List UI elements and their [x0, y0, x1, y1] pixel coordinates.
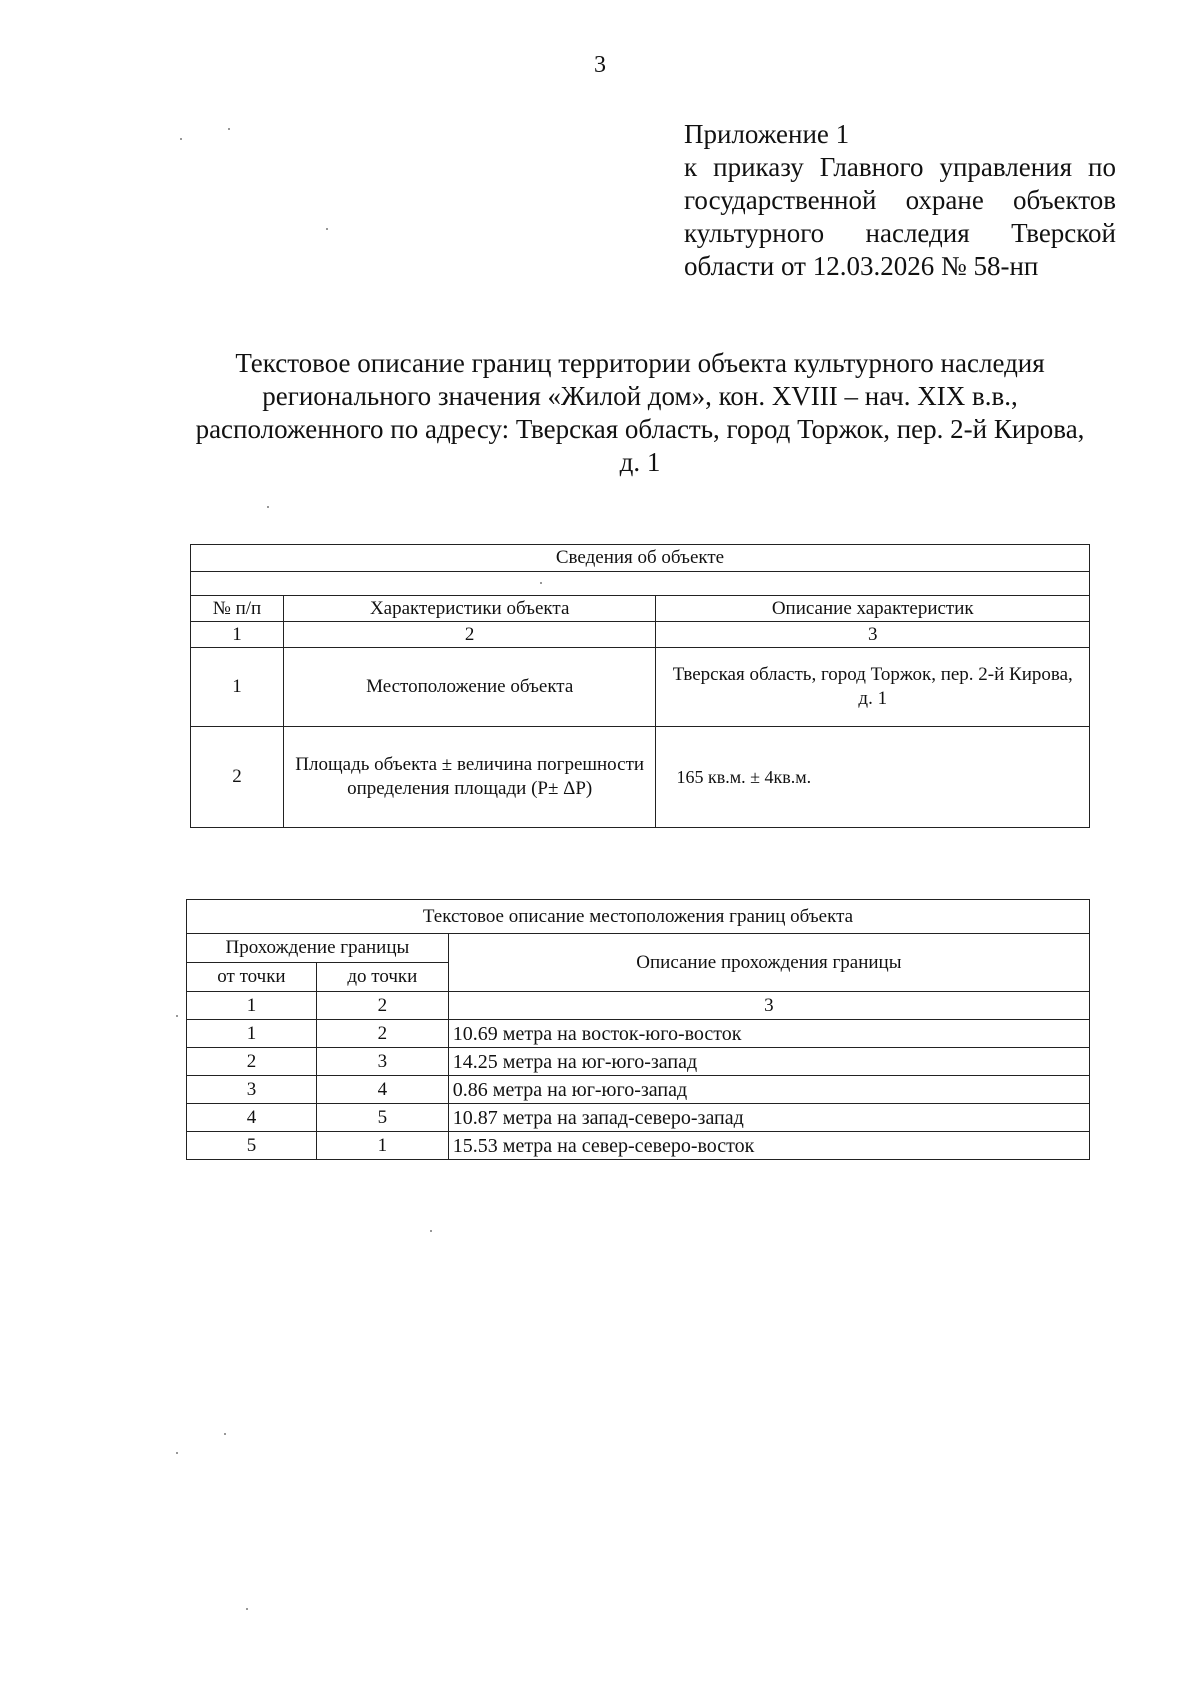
row-from: 3	[187, 1076, 317, 1104]
column-header-to: до точки	[316, 963, 448, 992]
document-title-line: д. 1	[619, 447, 661, 477]
row-number: 1	[191, 648, 284, 727]
appendix-title: Приложение 1	[684, 119, 850, 149]
row-number: 2	[191, 727, 284, 828]
row-description: 10.87 метра на запад-северо-запад	[448, 1104, 1089, 1132]
column-header-number: № п/п	[191, 596, 284, 622]
table-title: Текстовое описание местоположения границ объекта	[187, 900, 1090, 934]
column-header-from: от точки	[187, 963, 317, 992]
page-number: 3	[594, 52, 606, 78]
scan-speck	[180, 138, 182, 140]
table-row	[187, 1048, 1090, 1076]
scan-speck	[267, 506, 269, 508]
boundary-description-table	[186, 899, 1090, 1160]
row-from: 5	[187, 1132, 317, 1160]
column-header-characteristics: Характеристики объекта	[283, 596, 656, 622]
column-header-description: Описание характеристик	[656, 596, 1090, 622]
table-row	[191, 648, 1090, 727]
object-info-table	[190, 544, 1090, 828]
table-row	[187, 1132, 1090, 1160]
appendix-line: государственной охране объектов	[684, 185, 1116, 215]
column-number: 3	[656, 622, 1090, 648]
row-to: 2	[316, 1020, 448, 1048]
appendix-line: области от 12.03.2026 № 58-нп	[684, 251, 1039, 281]
scan-speck	[246, 1608, 248, 1610]
document-title	[150, 347, 1130, 479]
table-row	[187, 1104, 1090, 1132]
scan-speck	[176, 1452, 178, 1454]
row-to: 4	[316, 1076, 448, 1104]
scan-speck	[540, 582, 542, 584]
row-description: 0.86 метра на юг-юго-запад	[448, 1076, 1089, 1104]
appendix-line: культурного наследия Тверской	[684, 218, 1116, 248]
column-number: 2	[283, 622, 656, 648]
row-to: 1	[316, 1132, 448, 1160]
table-row	[187, 1020, 1090, 1048]
row-description: 165 кв.м. ± 4кв.м.	[656, 727, 1090, 828]
row-from: 4	[187, 1104, 317, 1132]
appendix-header	[684, 118, 1116, 283]
row-description: 14.25 метра на юг-юго-запад	[448, 1048, 1089, 1076]
row-description: 15.53 метра на север-северо-восток	[448, 1132, 1089, 1160]
scan-speck	[228, 128, 230, 130]
scan-speck	[326, 228, 328, 230]
row-to: 3	[316, 1048, 448, 1076]
row-from: 1	[187, 1020, 317, 1048]
column-number: 3	[448, 992, 1089, 1020]
row-to: 5	[316, 1104, 448, 1132]
table-title: Сведения об объекте	[191, 545, 1090, 572]
column-number: 1	[191, 622, 284, 648]
table-row	[187, 1076, 1090, 1104]
empty-row	[191, 572, 1090, 596]
scan-speck	[224, 1433, 226, 1435]
scan-speck	[176, 1015, 178, 1017]
table-row	[191, 727, 1090, 828]
column-header-description: Описание прохождения границы	[448, 934, 1089, 992]
scan-speck	[430, 1230, 432, 1232]
row-from: 2	[187, 1048, 317, 1076]
column-number: 1	[187, 992, 317, 1020]
document-title-line: Текстовое описание границ территории объекта культурного наследия	[235, 348, 1045, 378]
row-characteristic: Местоположение объекта	[283, 648, 656, 727]
group-header: Прохождение границы	[187, 934, 449, 963]
row-description: Тверская область, город Торжок, пер. 2-й Кирова, д. 1	[656, 648, 1090, 727]
document-title-line: регионального значения «Жилой дом», кон. XVIII – нач. XIX в.в.,	[262, 381, 1018, 411]
column-number: 2	[316, 992, 448, 1020]
row-description: 10.69 метра на восток-юго-восток	[448, 1020, 1089, 1048]
appendix-line: к приказу Главного управления по	[684, 152, 1116, 182]
row-characteristic: Площадь объекта ± величина погрешности определения площади (Р± ΔР)	[283, 727, 656, 828]
document-title-line: расположенного по адресу: Тверская область, город Торжок, пер. 2-й Кирова,	[195, 414, 1085, 444]
